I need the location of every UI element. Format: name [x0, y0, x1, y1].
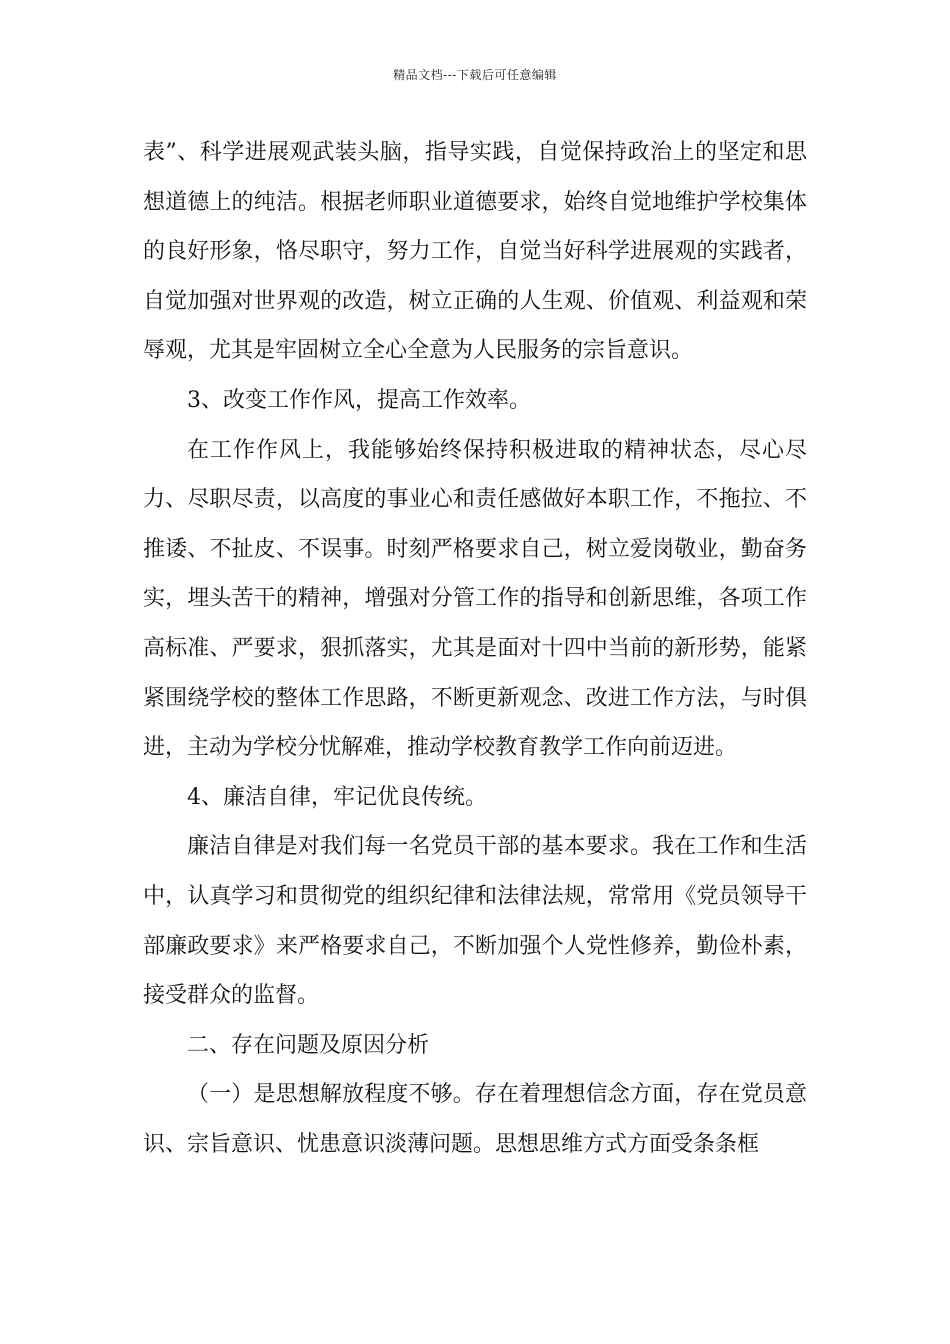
paragraph-problem-1: （一）是思想解放程度不够。存在着理想信念方面，存在党员意识、宗旨意识、忧患意识淡薄问题。思想思维方式方面受条条框	[143, 1082, 807, 1157]
paragraph-integrity: 廉洁自律是对我们每一名党员干部的基本要求。我在工作和生活中，认真学习和贯彻党的组织纪律和法律法规，常常用《党员领导干部廉政要求》来严格要求自己，不断加强个人党性修养，勤俭朴素，接受群众的监督。	[143, 834, 807, 1009]
section-heading-problems: 二、存在问题及原因分析	[187, 1032, 430, 1058]
paragraph-continuation: 表”、科学进展观武装头脑，指导实践，自觉保持政治上的坚定和思想道德上的纯洁。根据老师职业道德要求，始终自觉地维护学校集体的良好形象，恪尽职守，努力工作，自觉当好科学进展观的实践者，自觉加强对世界观的改造，树立正确的人生观、价值观、利益观和荣辱观，尤其是牢固树立全心全意为人民服务的宗旨意识。	[143, 140, 807, 364]
section-heading-4: 4、廉洁自律，牢记优良传统。	[187, 784, 487, 810]
section-heading-3: 3、改变工作作风，提高工作效率。	[187, 387, 531, 413]
document-body	[143, 128, 807, 1169]
page-header: 精品文档---下载后可任意编辑	[393, 68, 557, 82]
paragraph-work-style: 在工作作风上，我能够始终保持积极进取的精神状态，尽心尽力、尽职尽责，以高度的事业心和责任感做好本职工作，不拖拉、不推诿、不扯皮、不误事。时刻严格要求自己，树立爱岗敬业，勤奋务实，埋头苦干的精神，增强对分管工作的指导和创新思维，各项工作高标准、严要求，狠抓落实，尤其是面对十四中当前的新形势，能紧紧围绕学校的整体工作思路，不断更新观念、改进工作方法，与时俱进，主动为学校分忧解难，推动学校教育教学工作向前迈进。	[143, 437, 807, 761]
